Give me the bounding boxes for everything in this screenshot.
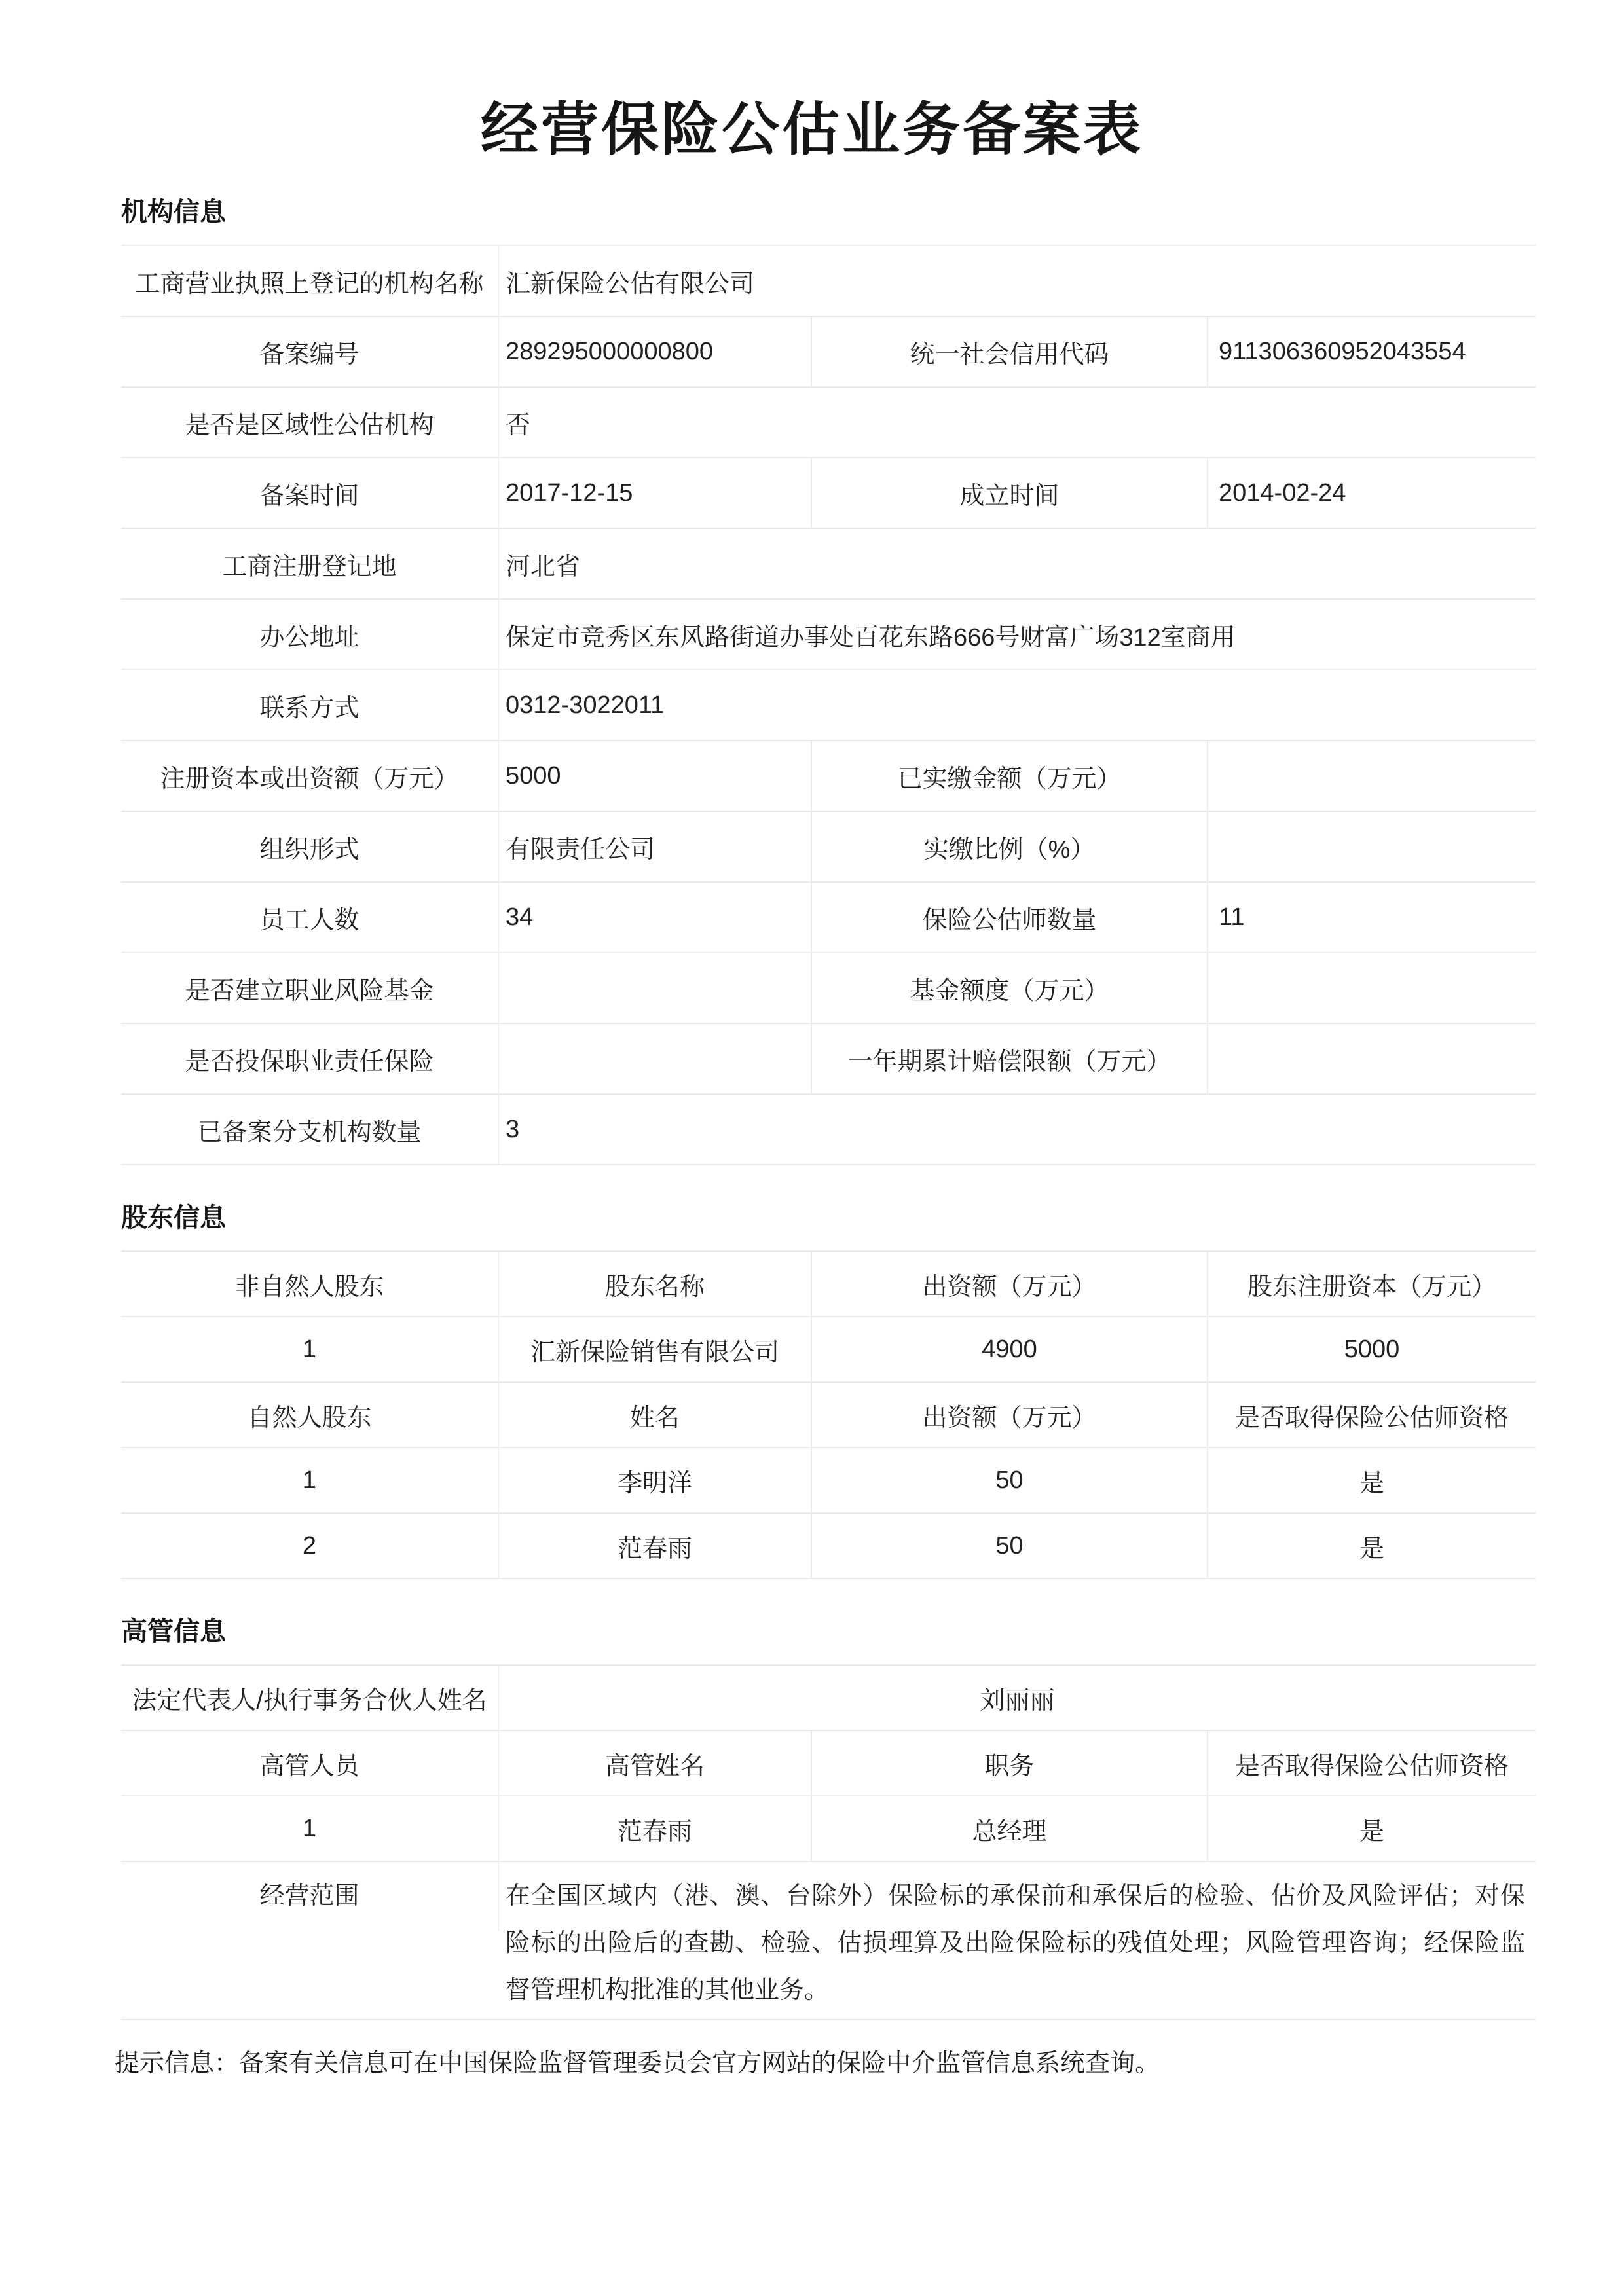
field-label: 基金额度（万元） — [812, 953, 1208, 1023]
field-value: 河北省 — [506, 553, 581, 581]
table-header-row — [121, 1731, 1536, 1796]
field-value: 911306360952043554 — [1219, 337, 1466, 365]
field-value — [1208, 741, 1536, 811]
field-label: 已备案分支机构数量 — [121, 1095, 499, 1164]
column-header: 职务 — [812, 1731, 1208, 1795]
field-value — [1208, 812, 1536, 881]
executives-table — [121, 1664, 1536, 2020]
field-label: 办公地址 — [121, 600, 499, 669]
cell-qualification: 是 — [1359, 1535, 1384, 1563]
cell-contribution: 50 — [812, 1448, 1208, 1512]
field-value: 有限责任公司 — [499, 812, 812, 881]
field-value — [1208, 953, 1536, 1023]
field-label: 统一社会信用代码 — [812, 317, 1208, 386]
field-label: 经营范围 — [121, 1862, 499, 1931]
field-value — [1208, 1024, 1536, 1093]
column-header: 出资额（万元） — [812, 1252, 1208, 1316]
field-value: 2014-02-24 — [1219, 479, 1346, 507]
field-value: 否 — [506, 411, 531, 439]
row-legal-representative — [121, 1666, 1536, 1731]
field-label: 备案时间 — [121, 458, 499, 528]
field-label: 员工人数 — [121, 883, 499, 952]
field-value: 3 — [506, 1115, 520, 1143]
section-heading-shareholders: 股东信息 — [121, 1203, 226, 1233]
field-value: 289295000000800 — [499, 317, 812, 386]
table-row — [121, 1514, 1536, 1579]
field-label: 工商营业执照上登记的机构名称 — [121, 246, 499, 316]
field-label: 保险公估师数量 — [812, 883, 1208, 952]
column-header: 非自然人股东 — [121, 1252, 499, 1316]
field-value — [499, 1024, 812, 1093]
column-header: 高管人员 — [121, 1731, 499, 1795]
section-heading-org: 机构信息 — [121, 198, 226, 227]
cell-index: 2 — [121, 1514, 499, 1578]
field-label: 法定代表人/执行事务合伙人姓名 — [121, 1666, 499, 1730]
field-label: 实缴比例（%） — [812, 812, 1208, 881]
field-label: 已实缴金额（万元） — [812, 741, 1208, 811]
shareholders-table — [121, 1250, 1536, 1579]
row-liability-insurance — [121, 1024, 1536, 1095]
cell-contribution: 4900 — [812, 1317, 1208, 1381]
field-label: 成立时间 — [812, 458, 1208, 528]
cell-index: 1 — [121, 1317, 499, 1381]
field-label: 注册资本或出资额（万元） — [121, 741, 499, 811]
column-header: 自然人股东 — [121, 1383, 499, 1447]
row-org-name — [121, 246, 1536, 317]
column-header: 高管姓名 — [499, 1731, 812, 1795]
column-header: 出资额（万元） — [812, 1383, 1208, 1447]
row-regional-flag — [121, 388, 1536, 458]
row-office-address — [121, 600, 1536, 670]
hint-note: 提示信息：备案有关信息可在中国保险监督管理委员会官方网站的保险中介监管信息系统查询。 — [115, 2050, 1160, 2078]
field-label: 联系方式 — [121, 670, 499, 740]
field-value: 保定市竞秀区东风路街道办事处百花东路666号财富广场312室商用 — [506, 623, 1236, 651]
field-label: 是否投保职业责任保险 — [121, 1024, 499, 1093]
org-info-table — [121, 245, 1536, 1165]
cell-shareholder-name: 范春雨 — [499, 1514, 812, 1578]
row-record-date — [121, 458, 1536, 529]
field-value: 刘丽丽 — [980, 1686, 1055, 1715]
table-row — [121, 1317, 1536, 1383]
business-scope-text: 在全国区域内（港、澳、台除外）保险标的承保前和承保后的检验、估价及风险评估；对保险标的出险后的查勘、检验、估损理算及出险保险标的残值处理；风险管理咨询；经保险监督管理机构批准的其他业务。 — [506, 1882, 1525, 2005]
column-header: 是否取得保险公估师资格 — [1234, 1404, 1509, 1432]
field-label: 是否建立职业风险基金 — [121, 953, 499, 1023]
field-value: 34 — [499, 883, 812, 952]
cell-executive-name: 范春雨 — [499, 1796, 812, 1861]
cell-shareholder-name: 汇新保险销售有限公司 — [499, 1317, 812, 1381]
table-row — [121, 1448, 1536, 1514]
field-value — [499, 953, 812, 1023]
row-contact — [121, 670, 1536, 741]
column-header: 是否取得保险公估师资格 — [1234, 1752, 1509, 1780]
table-row — [121, 1796, 1536, 1862]
cell-qualification: 是 — [1359, 1817, 1384, 1846]
cell-qualification: 是 — [1359, 1469, 1384, 1497]
row-organization-form — [121, 812, 1536, 883]
field-value: 2017-12-15 — [499, 458, 812, 528]
row-branch-count — [121, 1095, 1536, 1165]
table-header-row — [121, 1383, 1536, 1448]
field-label: 是否是区域性公估机构 — [121, 388, 499, 457]
row-record-number — [121, 317, 1536, 388]
field-label: 备案编号 — [121, 317, 499, 386]
cell-registered-capital: 5000 — [1344, 1335, 1400, 1363]
field-value: 汇新保险公估有限公司 — [506, 270, 755, 298]
row-staff-count — [121, 883, 1536, 953]
table-header-row — [121, 1252, 1536, 1317]
field-value: 5000 — [499, 741, 812, 811]
field-label: 工商注册登记地 — [121, 529, 499, 598]
cell-index: 1 — [121, 1796, 499, 1861]
column-header: 姓名 — [499, 1383, 812, 1447]
cell-index: 1 — [121, 1448, 499, 1512]
form-content — [121, 196, 1536, 2020]
row-business-scope — [121, 1862, 1536, 2020]
row-risk-fund — [121, 953, 1536, 1024]
cell-position: 总经理 — [812, 1796, 1208, 1861]
page-title: 经营保险公估业务备案表 — [480, 97, 1143, 162]
row-registered-capital — [121, 741, 1536, 812]
row-registration-place — [121, 529, 1536, 600]
field-label: 一年期累计赔偿限额（万元） — [812, 1024, 1208, 1093]
field-value: 0312-3022011 — [506, 691, 665, 719]
section-heading-executives: 高管信息 — [121, 1617, 226, 1647]
cell-contribution: 50 — [812, 1514, 1208, 1578]
column-header: 股东注册资本（万元） — [1247, 1273, 1496, 1301]
field-label: 组织形式 — [121, 812, 499, 881]
column-header: 股东名称 — [499, 1252, 812, 1316]
field-value: 11 — [1219, 903, 1245, 931]
cell-shareholder-name: 李明洋 — [499, 1448, 812, 1512]
